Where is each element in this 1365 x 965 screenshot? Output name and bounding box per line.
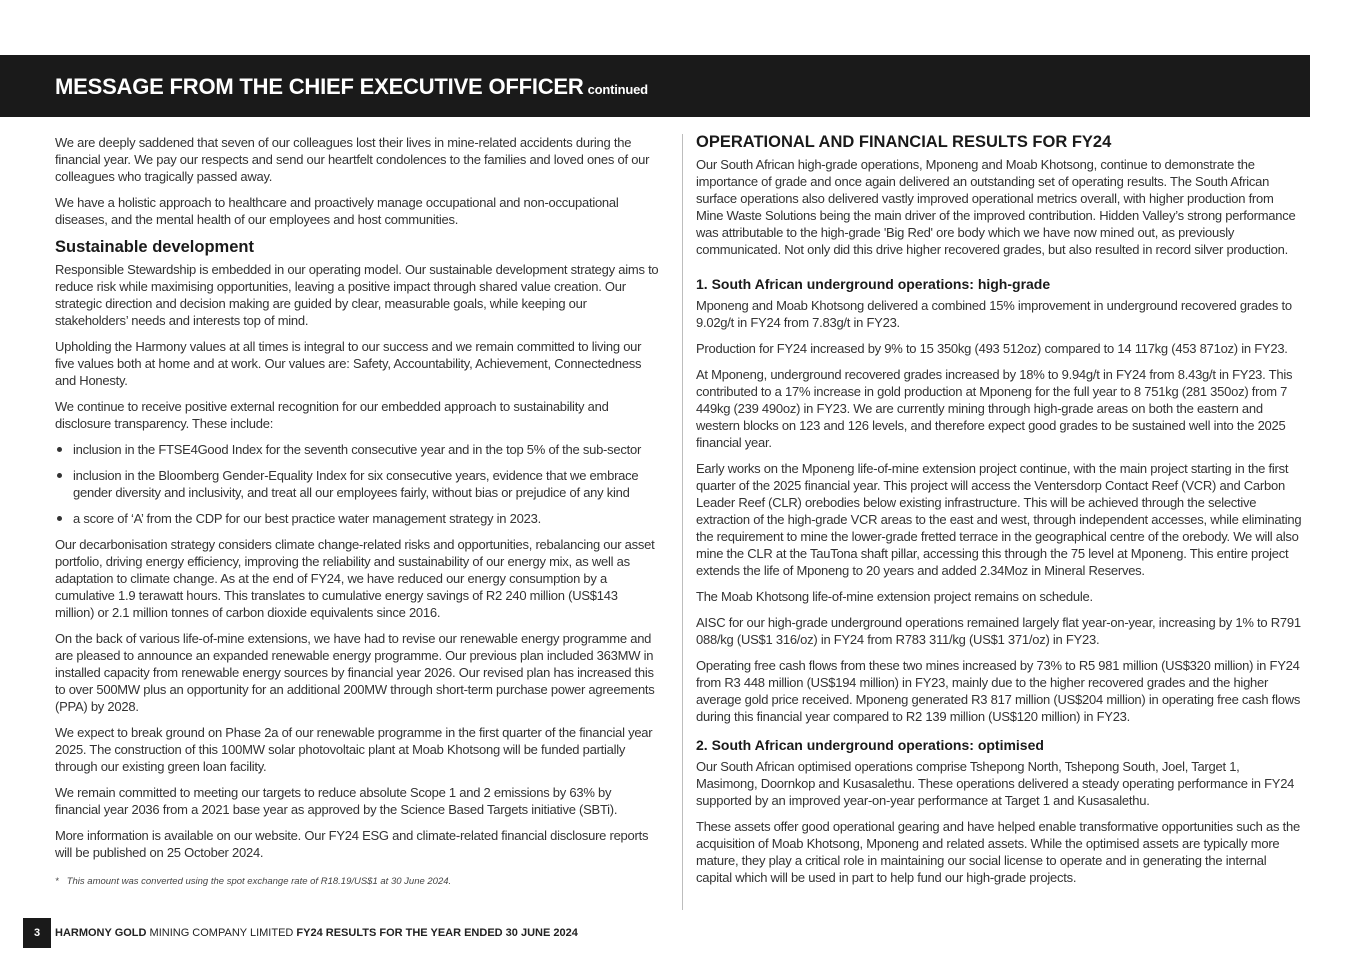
list-item: inclusion in the FTSE4Good Index for the seventh consecutive year and in the top 5% of the sub-sector: [55, 441, 660, 458]
paragraph-healthcare: We have a holistic approach to healthcare and proactively manage occupational and non-occupational diseases, and the mental health of our employees and host communities.: [55, 195, 619, 227]
paragraph-values: Upholding the Harmony values at all times is integral to our success and we remain committed to living our five values both at home and at work. Our values are: Safety, Accountability, Achievement, Connectedness and Honesty.: [55, 339, 642, 388]
recognition-list: [55, 441, 660, 527]
paragraph-moab-khotsong: The Moab Khotsong life-of-mine extension project remains on schedule.: [696, 589, 1093, 604]
paragraph-mponeng: At Mponeng, underground recovered grades increased by 18% to 9.94g/t in FY24 from 8.43g/t in FY23. This contributed to a 17% increase in gold production at Mponeng for the full year to 8 751kg (281 350oz) from 7 449kg (239 490oz) in FY23. We are currently mining through high-grade areas on both the eastern and western blocks on 123 and 126 levels, and therefore expect good grades to be sustained well into the 2025 financial year.: [696, 367, 1293, 450]
paragraph-aisc: AISC for our high-grade underground operations remained largely flat year-on-year, increasing by 1% to R791 088/kg (US$1 316/oz) in FY24 from R783 311/kg (US$1 371/oz) in FY23.: [696, 615, 1301, 647]
right-column: [696, 134, 1304, 895]
paragraph-operational-gearing: These assets offer good operational gearing and have helped enable transformative opportunities such as the acquisition of Moab Khotsong, Mponeng and related assets. While the optimised assets are typically more mature, they play a critical role in maintaining our social license to operate and in generating the internal capital which will be used in part to help fund our high-grade projects.: [696, 819, 1300, 885]
paragraph-high-grade-overview: Our South African high-grade operations, Mponeng and Moab Khotsong, continue to demonstrate the importance of grade and once again delivered an outstanding set of operating results. The South African surface operations also delivered vastly improved operational metrics overall, with higher production from Mine Waste Solutions being the main driver of the improved contribution. Hidden Valley’s strong performance was attributable to the high-grade 'Big Red' ore body which we have now mined out, as previously communicated. Not only did this drive higher recovered grades, but also resulted in record silver production.: [696, 157, 1296, 257]
footnote-mark: *: [55, 876, 59, 887]
paragraph-recognition: We continue to receive positive external recognition for our embedded approach to sustainability and disclosure transparency. These include:: [55, 399, 609, 431]
list-item: a score of ‘A’ from the CDP for our best practice water management strategy in 2023.: [55, 510, 660, 527]
header-banner: [0, 55, 1310, 117]
list-item: inclusion in the Bloomberg Gender-Equality Index for six consecutive years, evidence that we embrace gender diversity and inclusivity, and treat all our employees fairly, without bias or prejudice of any kind: [55, 467, 660, 501]
heading-operational-results: OPERATIONAL AND FINANCIAL RESULTS FOR FY24: [696, 133, 1112, 151]
paragraph-phase-2a: We expect to break ground on Phase 2a of our renewable programme in the first quarter of the financial year 2025. The construction of this 100MW solar photovoltaic plant at Moab Khotsong will be funded partially through our existing green loan facility.: [55, 725, 653, 774]
paragraph-decarbonisation: Our decarbonisation strategy considers climate change-related risks and opportunities, rebalancing our asset portfolio, driving energy efficiency, improving the reliability and sustainability of our energy mix, as well as adaptation to climate change. As at the end of FY24, we have reduced our energy consumption by a cumulative 1.9 terawatt hours. This translates to cumulative energy savings of R2 240 million (US$143 million) or 2.1 million tonnes of carbon dioxide equivalents since 2016.: [55, 537, 655, 620]
paragraph-extension-project: Early works on the Mponeng life-of-mine extension project continue, with the main project starting in the first quarter of the 2025 financial year. This project will access the Ventersdorp Contact Reef (VCR) and Carbon Leader Reef (CLR) orebodies below existing infrastructure. This will be achieved through the selective extraction of the high-grade VCR areas to the east and west, through independent accesses, while eliminating the requirement to mine the lower-grade fretted terrace in the geographical centre of the orebody. We will also mine the CLR at the TauTona shaft pillar, accessing this through the 75 level at Mponeng. This entire project extends the life of Mponeng to 20 years and added 2.34Moz in Mineral Reserves.: [696, 461, 1302, 578]
paragraph-fatalities: We are deeply saddened that seven of our colleagues lost their lives in mine-related accidents during the financial year. We pay our respects and send our heartfelt condolences to the families and loved ones of our colleagues who tragically passed away.: [55, 135, 650, 184]
heading-sustainable-development: Sustainable development: [55, 238, 254, 256]
footnote-text: This amount was converted using the spot exchange rate of R18.19/US$1 at 30 June 2024.: [66, 876, 452, 887]
page-title-suffix: continued: [587, 82, 648, 97]
heading-optimised: 2. South African underground operations: optimised: [696, 737, 1044, 753]
page-title-text: MESSAGE FROM THE CHIEF EXECUTIVE OFFICER: [55, 74, 584, 99]
paragraph-free-cash-flows: Operating free cash flows from these two mines increased by 73% to R5 981 million (US$320 million) in FY24 from R3 448 million (US$194 million) in FY23, mainly due to the higher recovered grades and the higher average gold price received. Mponeng generated R3 817 million (US$204 million) in operating free cash flows during this financial year compared to R2 139 million (US$120 million) in FY23.: [696, 658, 1301, 724]
footnote: [55, 873, 660, 890]
footer-company-bold: HARMONY GOLD: [55, 927, 147, 939]
page-number: 3: [23, 918, 51, 948]
paragraph-optimised-operations: Our South African optimised operations comprise Tshepong North, Tshepong South, Joel, Target 1, Masimong, Doornkop and Kusasalethu. These operations delivered a steady operating performance in FY24 supported by an improved year-on-year performance at Target 1 and Kusasalethu.: [696, 759, 1295, 808]
footer-report-title: FY24 RESULTS FOR THE YEAR ENDED 30 JUNE 2024: [296, 927, 578, 939]
paragraph-emission-targets: We remain committed to meeting our targets to reduce absolute Scope 1 and 2 emissions by 63% by financial year 2036 from a 2021 base year as approved by the Science Based Targets initiative (SBTi).: [55, 785, 618, 817]
paragraph-stewardship: Responsible Stewardship is embedded in our operating model. Our sustainable development strategy aims to reduce risk while maximising opportunities, leaving a positive impact through shared value creation. Our strategic direction and decision making are guided by clear, measurable goals, while keeping our stakeholders’ needs and interests top of mind.: [55, 262, 659, 328]
left-column: [55, 134, 660, 890]
paragraph-production: Production for FY24 increased by 9% to 15 350kg (493 512oz) compared to 14 117kg (453 871oz) in FY23.: [696, 341, 1288, 356]
paragraph-more-information: More information is available on our website. Our FY24 ESG and climate-related financial disclosure reports will be published on 25 October 2024.: [55, 828, 649, 860]
paragraph-renewable-energy: On the back of various life-of-mine extensions, we have had to revise our renewable energy programme and are pleased to announce an expanded renewable energy programme. Our previous plan included 363MW in installed capacity from renewable energy sources by financial year 2026. Our revised plan has increased this to over 500MW plus an opportunity for an additional 200MW through short-term purchase power agreements (PPA) by 2028.: [55, 631, 655, 714]
page-footer: [23, 918, 578, 948]
column-divider: [682, 134, 683, 910]
heading-high-grade: 1. South African underground operations: high-grade: [696, 276, 1051, 292]
page-title: [55, 74, 648, 100]
paragraph-recovered-grades: Mponeng and Moab Khotsong delivered a combined 15% improvement in underground recovered grades to 9.02g/t in FY24 from 7.83g/t in FY23.: [696, 298, 1292, 330]
footer-company-rest: MINING COMPANY LIMITED: [149, 927, 294, 939]
